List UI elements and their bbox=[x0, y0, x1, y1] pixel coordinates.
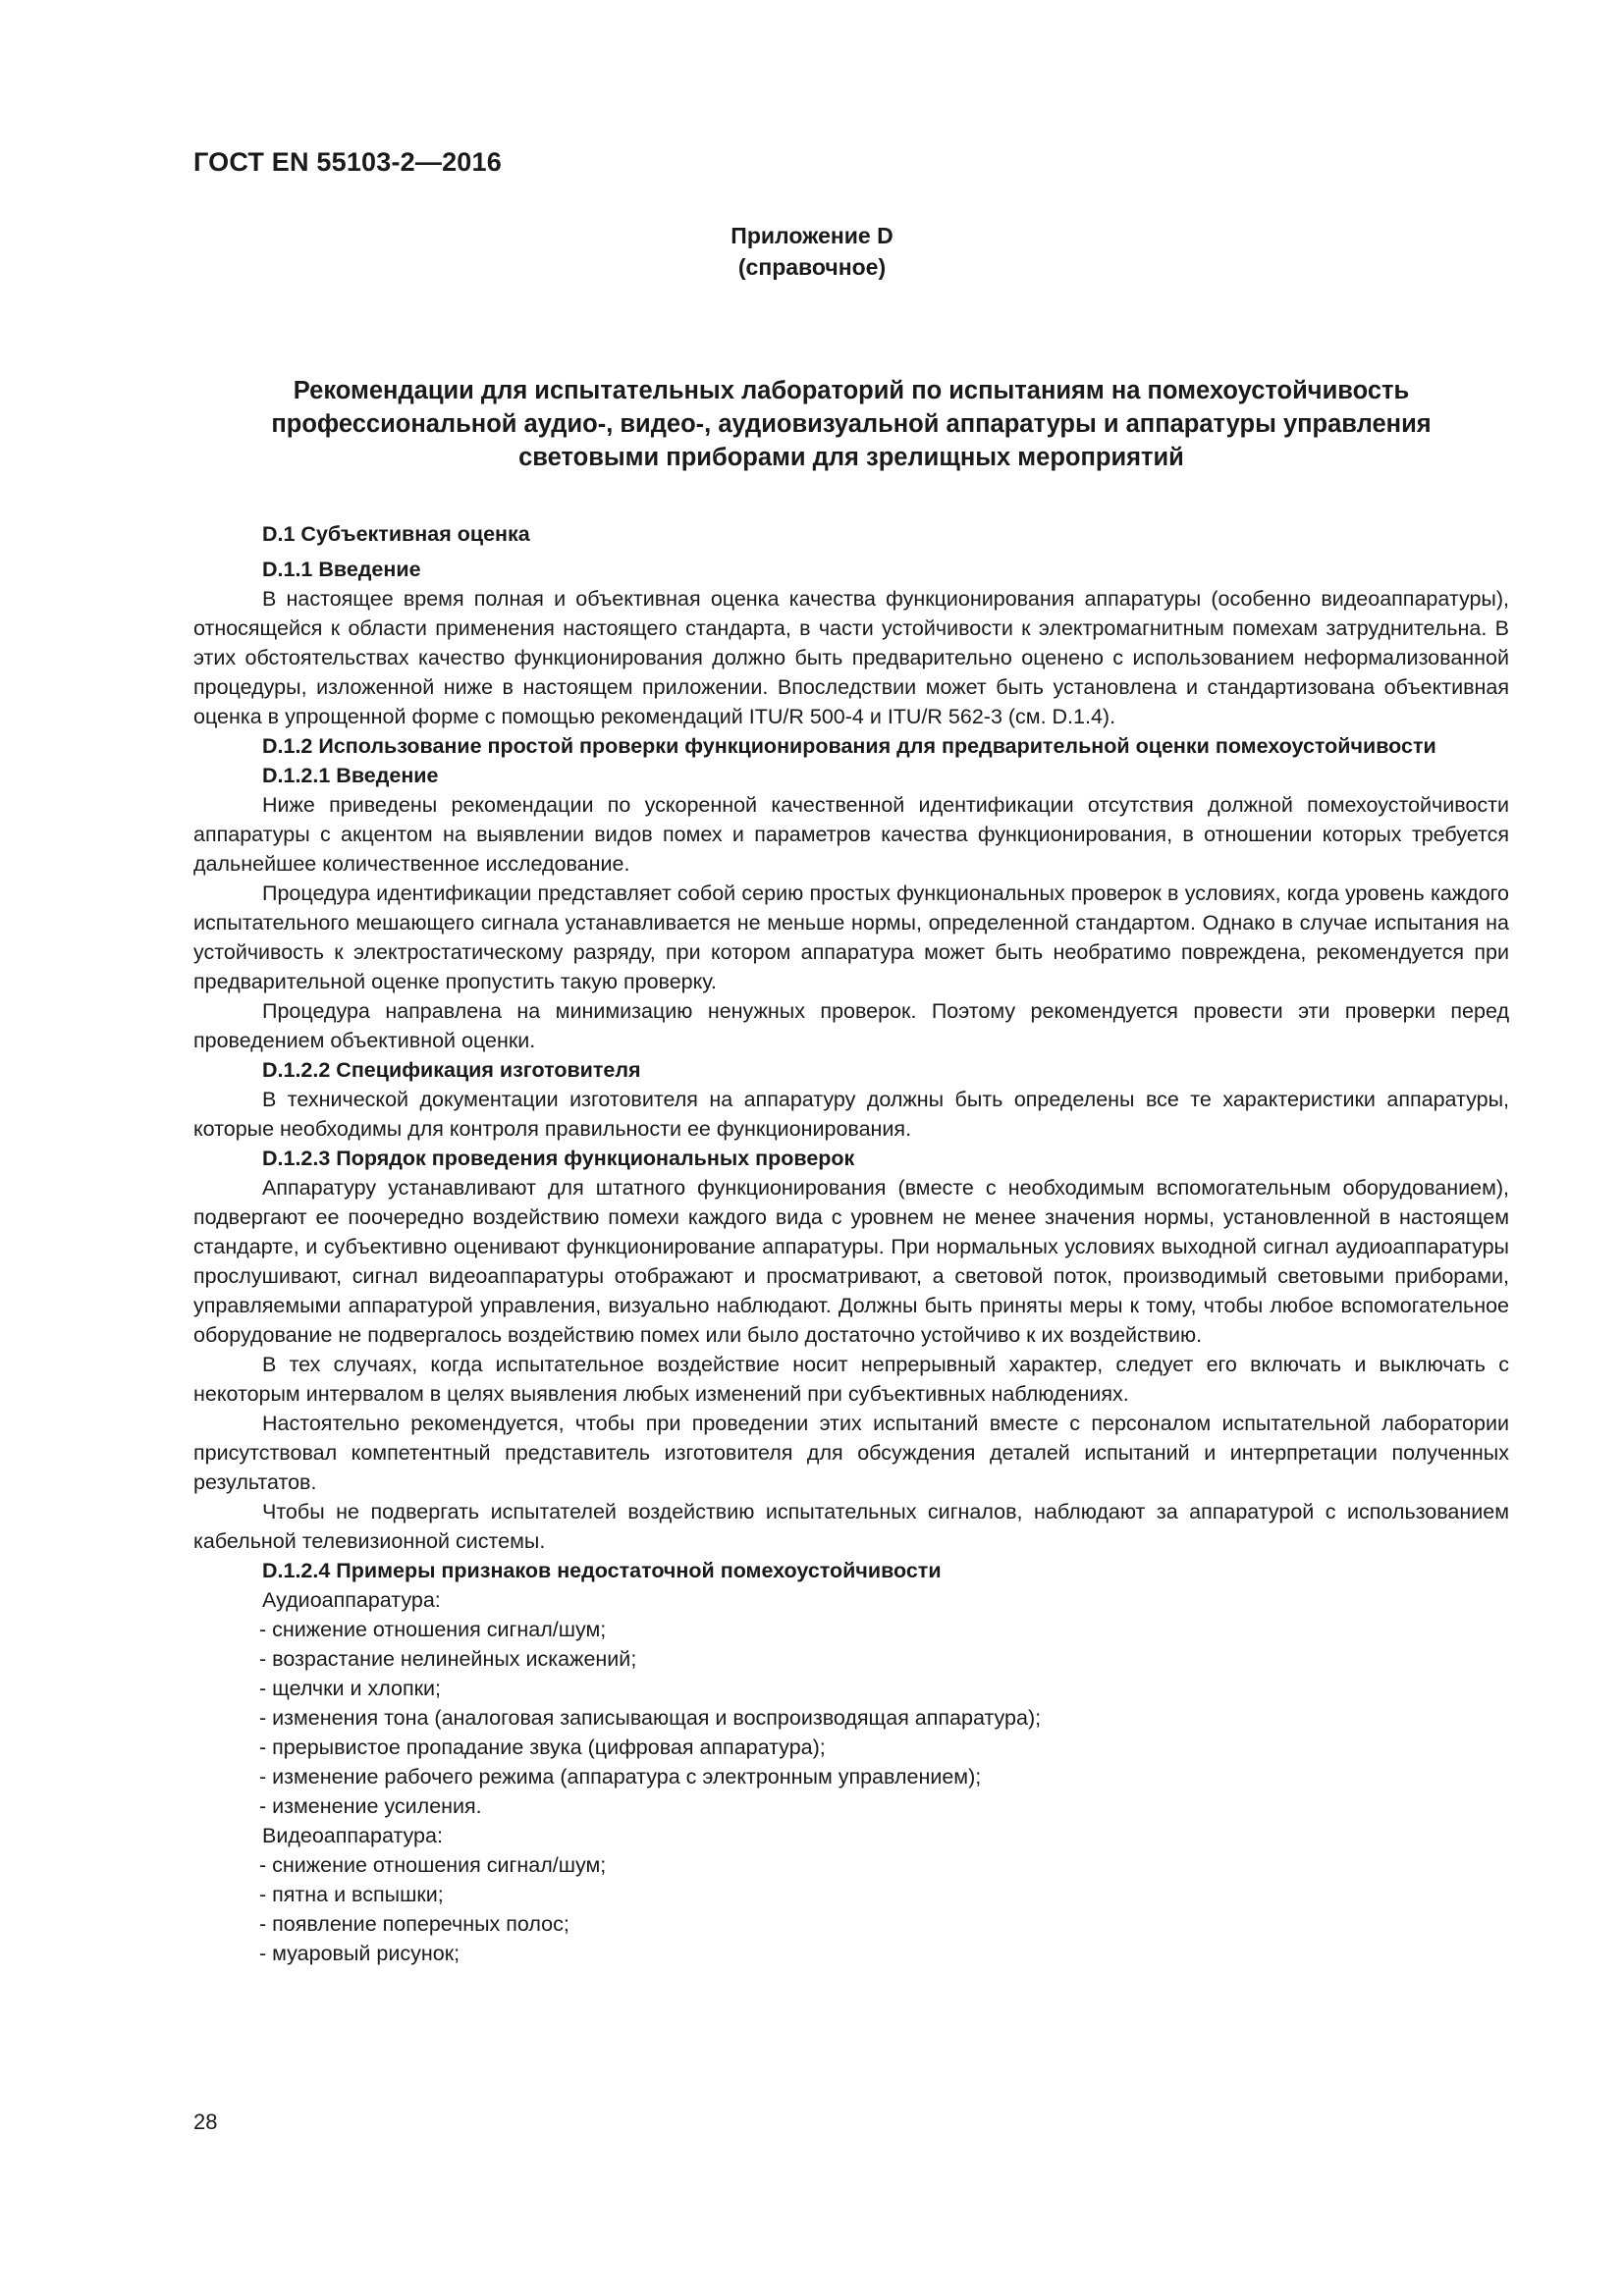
paragraph: Чтобы не подвергать испытателей воздействию испытательных сигналов, наблюдают за аппаратурой с использованием кабельной телевизионной системы. bbox=[193, 1500, 1509, 1553]
paragraph: В тех случаях, когда испытательное воздействие носит непрерывный характер, следует его включать и выключать с некоторым интервалом в целях выявления любых изменений при субъективных наблюдениях. bbox=[193, 1353, 1509, 1406]
page-number: 28 bbox=[193, 2109, 218, 2134]
section-heading-d12: D.1.2 Использование простой проверки функционирования для предварительной оценки помехоустойчивости bbox=[262, 734, 1436, 758]
list-item: - появление поперечных полос; bbox=[259, 1912, 569, 1936]
section-heading-d1: D.1 Субъективная оценка bbox=[262, 522, 530, 546]
section-heading-d122: D.1.2.2 Спецификация изготовителя bbox=[262, 1058, 641, 1082]
annex-type: (справочное) bbox=[737, 254, 887, 280]
paragraph: Аппаратуру устанавливают для штатного функционирования (вместе с необходимым вспомогательным оборудованием), подвергают ее поочередно воздействию помехи каждого вида с уровнем не менее значения нормы, установленной в настоящем стандарте, и субъективно оценивают функционирование аппаратуры. При нормальных условиях выходной сигнал аудиоаппаратуры прослушивают, сигнал видеоаппаратуры отображают и просматривают, а световой поток, производимый световыми приборами, управляемыми аппаратурой управления, визуально наблюдают. Должны быть приняты меры к тому, чтобы любое вспомогательное оборудование не подвергалось воздействию помех или было достаточно устойчиво к их воздействию. bbox=[193, 1176, 1509, 1347]
audio-equipment-label: Аудиоаппаратура: bbox=[262, 1588, 441, 1612]
list-item: - пятна и вспышки; bbox=[259, 1883, 444, 1906]
list-item: - изменение усиления. bbox=[259, 1794, 482, 1818]
list-item: - возрастание нелинейных искажений; bbox=[259, 1647, 637, 1671]
paragraph: Процедура направлена на минимизацию ненужных проверок. Поэтому рекомендуется провести эти проверки перед проведением объективной оценки. bbox=[193, 999, 1509, 1052]
list-item: - изменение рабочего режима (аппаратура с электронным управлением); bbox=[259, 1765, 982, 1789]
title-line-1: Рекомендации для испытательных лабораторий по испытаниям на помехоустойчивость bbox=[293, 377, 1410, 404]
list-item: - муаровый рисунок; bbox=[259, 1942, 460, 1965]
list-item: - снижение отношения сигнал/шум; bbox=[259, 1618, 607, 1641]
video-equipment-label: Видеоаппаратура: bbox=[262, 1824, 443, 1847]
list-item: - снижение отношения сигнал/шум; bbox=[259, 1853, 607, 1877]
list-item: - прерывистое пропадание звука (цифровая аппаратура); bbox=[259, 1735, 826, 1759]
paragraph: Настоятельно рекомендуется, чтобы при проведении этих испытаний вместе с персоналом испытательной лаборатории присутствовал компетентный представитель изготовителя для обсуждения деталей испытаний и интерпретации полученных результатов. bbox=[193, 1412, 1509, 1494]
paragraph: Процедура идентификации представляет собой серию простых функциональных проверок в условиях, когда уровень каждого испытательного мешающего сигнала устанавливается не меньше нормы, определенной стандартом. Однако в случае испытания на устойчивость к электростатическому разряду, при котором аппаратура может быть необратимо повреждена, рекомендуется при предварительной оценке пропустить такую проверку. bbox=[193, 881, 1509, 993]
section-heading-d11: D.1.1 Введение bbox=[262, 558, 421, 581]
section-heading-d123: D.1.2.3 Порядок проведения функциональных проверок bbox=[262, 1147, 855, 1170]
list-item: - изменения тона (аналоговая записывающая и воспроизводящая аппаратура); bbox=[259, 1706, 1042, 1730]
annex-heading bbox=[0, 220, 1624, 283]
paragraph: В настоящее время полная и объективная оценка качества функционирования аппаратуры (особенно видеоаппаратуры), относящейся к области применения настоящего стандарта, в части устойчивости к электромагнитным помехам затруднительна. В этих обстоятельствах качество функционирования должно быть предварительно оценено с использованием неформализованной процедуры, изложенной ниже в настоящем приложении. Впоследствии может быть установлена и стандартизована объективная оценка в упрощенной форме с помощью рекомендаций ITU/R 500-4 и ITU/R 562-3 (см. D.1.4). bbox=[193, 587, 1509, 728]
section-heading-d124: D.1.2.4 Примеры признаков недостаточной помехоустойчивости bbox=[262, 1559, 942, 1582]
paragraph: В технической документации изготовителя на аппаратуру должны быть определены все те характеристики аппаратуры, которые необходимы для контроля правильности ее функционирования. bbox=[193, 1088, 1509, 1141]
document-title bbox=[193, 374, 1509, 474]
list-item: - щелчки и хлопки; bbox=[259, 1677, 441, 1700]
annex-label: Приложение D bbox=[731, 223, 893, 248]
title-line-3: световыми приборами для зрелищных мероприятий bbox=[518, 444, 1184, 471]
title-line-2: профессиональной аудио-, видео-, аудиовизуальной аппаратуры и аппаратуры управления bbox=[271, 410, 1432, 438]
section-heading-d121: D.1.2.1 Введение bbox=[262, 764, 439, 787]
paragraph: Ниже приведены рекомендации по ускоренной качественной идентификации отсутствия должной помехоустойчивости аппаратуры с акцентом на выявлении видов помех и параметров качества функционирования, в отношении которых требуется дальнейшее количественное исследование. bbox=[193, 793, 1509, 876]
standard-header: ГОСТ EN 55103-2—2016 bbox=[193, 147, 502, 177]
document-body bbox=[193, 519, 1509, 1968]
